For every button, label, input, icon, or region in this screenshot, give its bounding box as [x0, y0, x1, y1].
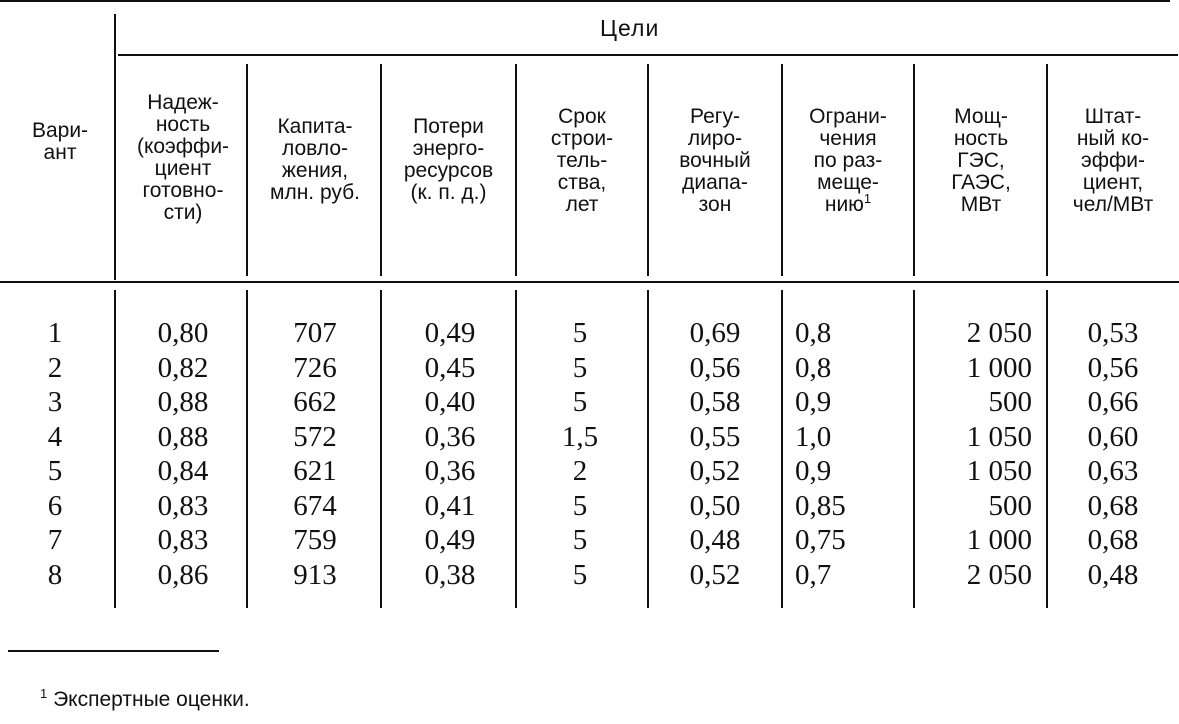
table-cell: 0,40: [424, 386, 476, 418]
column-regulating-range: [655, 316, 775, 592]
table-cell: 707: [293, 317, 337, 349]
table-cell: 0,66: [1087, 386, 1139, 418]
header-line: ность: [953, 127, 1009, 150]
header-line: ный ко-: [1076, 127, 1150, 150]
variant-separator-lower: [114, 290, 116, 608]
group-rule: [118, 54, 1178, 56]
column-capital-investment: [260, 316, 370, 592]
table-cell: 0,9: [795, 455, 832, 487]
table-cell: 1 000: [966, 524, 1032, 556]
table-cell: 0,7: [795, 558, 832, 591]
table-cell: 0,88: [157, 386, 209, 418]
header-reliability: [118, 92, 248, 224]
footnote-rule: [8, 650, 219, 652]
header-variant: [14, 120, 106, 164]
header-column-separator: [515, 64, 517, 276]
table-cell: 0,56: [1087, 351, 1139, 384]
footnote-marker: 1: [863, 191, 872, 206]
header-line: тель-: [556, 149, 608, 172]
header-line: по раз-: [813, 149, 883, 172]
header-line: чел/МВт: [1072, 193, 1154, 216]
footnote-marker: 1: [40, 686, 48, 701]
table-cell: 5: [572, 524, 588, 556]
body-column-separator: [380, 290, 382, 608]
header-line: ГАЭС,: [951, 171, 1011, 194]
column-energy-losses: [390, 316, 510, 592]
table-cell: 662: [293, 386, 337, 418]
table-cell: 0,52: [689, 455, 741, 487]
header-line: Мощ-: [954, 105, 1008, 128]
table-cell: 2: [572, 455, 588, 487]
header-line: (коэффи-: [136, 135, 230, 158]
table-cell: 674: [293, 489, 337, 522]
table-cell: 0,83: [157, 489, 209, 522]
body-column-separator: [913, 290, 915, 608]
table-cell: 0,56: [689, 351, 741, 384]
table-cell: 726: [293, 351, 337, 384]
table-cell: 0,69: [689, 317, 741, 349]
header-line: готовно-: [142, 179, 224, 202]
header-staff-coefficient: [1049, 106, 1177, 216]
column-variant: [20, 316, 90, 592]
body-column-separator: [246, 290, 248, 608]
header-line: Надеж-: [147, 91, 219, 114]
header-column-separator: [781, 64, 783, 276]
footnote-text: Экспертные оценки.: [53, 688, 250, 711]
header-bottom-rule: [0, 281, 1179, 283]
header-line: лет: [565, 193, 599, 216]
header-line: энерго-: [412, 137, 485, 160]
table-cell: 5: [47, 455, 63, 487]
table-cell: 5: [572, 558, 588, 591]
header-line: сти): [163, 201, 203, 224]
table-cell: 0,50: [689, 489, 741, 522]
table-cell: 5: [572, 351, 588, 384]
table-cell: 2 050: [966, 317, 1032, 349]
table-cell: 1 000: [966, 351, 1032, 384]
header-line: МВт: [960, 193, 1002, 216]
variant-separator-upper: [114, 14, 116, 280]
table-cell: 0,41: [424, 489, 476, 522]
table-cell: 0,8: [795, 317, 832, 349]
header-line: меще-: [817, 171, 879, 194]
table-cell: 0,38: [424, 558, 476, 591]
table-cell: 0,49: [424, 524, 476, 556]
table-cell: 0,68: [1087, 524, 1139, 556]
table-cell: 4: [47, 420, 63, 453]
header-line: нию$^1$: [824, 191, 872, 216]
table-cell: 5: [572, 386, 588, 418]
header-line: ность: [155, 113, 211, 136]
header-construction-time: [518, 106, 646, 216]
table-cell: 0,45: [424, 351, 476, 384]
column-placement-limits: [795, 316, 890, 592]
header-line: вочный: [679, 149, 751, 172]
header-line: строи-: [550, 127, 614, 150]
header-line: ресурсов: [403, 159, 494, 182]
header-energy-losses: [382, 116, 515, 204]
header-line: диапа-: [682, 171, 748, 194]
table-cell: 0,88: [157, 420, 209, 453]
header-line: Ограни-: [809, 105, 887, 128]
header-line: ловло-: [281, 137, 348, 160]
table-cell: 6: [47, 489, 63, 522]
header-line: Срок: [558, 105, 606, 128]
table-cell: 0,80: [157, 317, 209, 349]
footnote: [40, 688, 250, 712]
table-cell: 1,0: [795, 420, 832, 453]
table-cell: 1,5: [561, 420, 599, 453]
header-line: (к. п. д.): [410, 181, 487, 204]
header-line: Штат-: [1084, 105, 1142, 128]
column-capacity: [922, 316, 1032, 592]
table-cell: 913: [293, 558, 337, 591]
body-column-separator: [515, 290, 517, 608]
table-cell: 0,60: [1087, 420, 1139, 453]
header-variant-line: Вари-: [31, 119, 89, 142]
table-cell: 0,86: [157, 558, 209, 591]
table-cell: 0,85: [795, 489, 846, 522]
column-construction-time: [520, 316, 640, 592]
header-goals-title: Цели: [600, 15, 660, 41]
table-cell: 0,63: [1087, 455, 1139, 487]
table-cell: 1: [47, 317, 63, 349]
header-placement-limits: [784, 106, 912, 216]
table-cell: 759: [293, 524, 337, 556]
header-capital-investment: [250, 116, 380, 204]
table-cell: 2: [47, 351, 63, 384]
table-cell: 0,36: [424, 420, 476, 453]
header-line: жения,: [281, 159, 349, 182]
header-variant-line: ант: [43, 141, 77, 164]
table-cell: 0,68: [1087, 489, 1139, 522]
body-column-separator: [1046, 290, 1048, 608]
table-cell: 0,49: [424, 317, 476, 349]
table-cell: 0,8: [795, 351, 832, 384]
header-line: циент,: [1082, 171, 1144, 194]
header-line: Потери: [413, 115, 484, 138]
header-regulating-range: [650, 106, 780, 216]
table-cell: 0,48: [689, 524, 741, 556]
table-cell: 572: [293, 420, 337, 453]
table-cell: 0,84: [157, 455, 209, 487]
header-line: зон: [698, 193, 732, 216]
table-cell: 8: [47, 558, 63, 591]
header-line: эффи-: [1081, 149, 1145, 172]
table-cell: 3: [47, 386, 63, 418]
header-column-separator: [647, 64, 649, 276]
table-cell: 1 050: [966, 420, 1032, 453]
table-cell: 0,9: [795, 386, 832, 418]
table-cell: 0,36: [424, 455, 476, 487]
header-line: чения: [819, 127, 877, 150]
header-line: циент: [154, 157, 212, 180]
column-staff-coefficient: [1058, 316, 1168, 592]
header-line: лиро-: [687, 127, 743, 150]
table-cell: 2 050: [966, 558, 1032, 591]
table-cell: 0,83: [157, 524, 209, 556]
table-cell: 5: [572, 489, 588, 522]
header-line: млн. руб.: [270, 181, 360, 204]
table-cell: 621: [293, 455, 337, 487]
table-cell: 0,52: [689, 558, 741, 591]
table-cell: 0,75: [795, 524, 846, 556]
header-line: Регу-: [690, 105, 740, 128]
table-cell: 0,48: [1087, 558, 1139, 591]
table-cell: 0,82: [157, 351, 209, 384]
table-cell: 0,55: [689, 420, 741, 453]
body-column-separator: [647, 290, 649, 608]
header-capacity: [915, 106, 1047, 216]
table-cell: 7: [47, 524, 63, 556]
table-cell: 5: [572, 317, 588, 349]
body-column-separator: [781, 290, 783, 608]
column-reliability: [128, 316, 238, 592]
table-cell: 500: [988, 489, 1032, 522]
table-cell: 1 050: [966, 455, 1032, 487]
header-line: Капита-: [277, 115, 353, 138]
table-cell: 0,53: [1087, 317, 1139, 349]
table-cell: 0,58: [689, 386, 741, 418]
header-line: ства,: [557, 171, 607, 194]
top-rule: [0, 0, 1170, 2]
header-line: ГЭС,: [957, 149, 1005, 172]
table-cell: 500: [988, 386, 1032, 418]
